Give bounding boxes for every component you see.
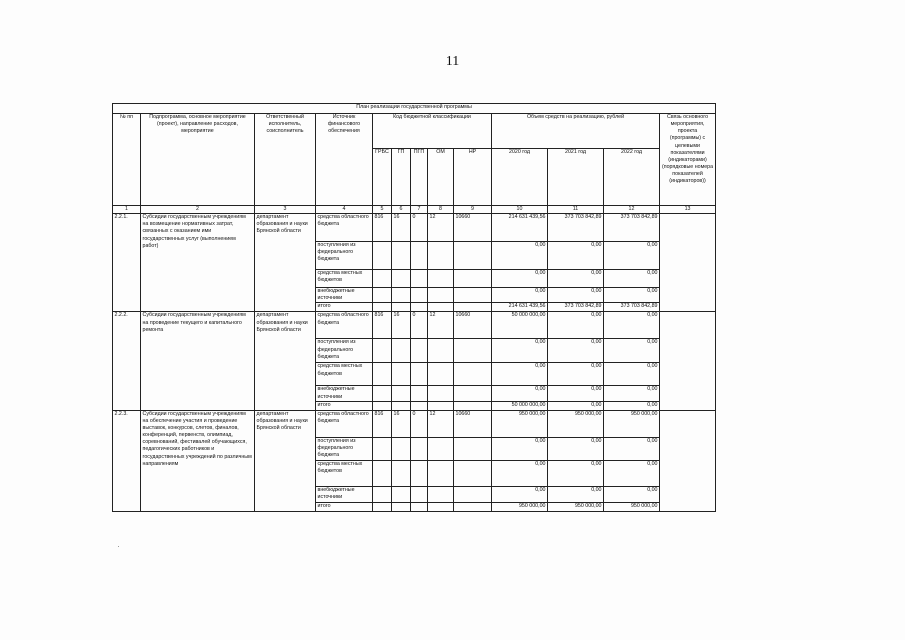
source-regional: средства областного бюджета — [316, 214, 373, 242]
col-number: 7 — [411, 206, 428, 214]
amount-2020: 950 000,00 — [492, 410, 548, 437]
code-np: 10660 — [454, 214, 492, 242]
source-total: итого — [316, 502, 373, 511]
amount-2022: 0,00 — [604, 460, 660, 486]
source-regional: средства областного бюджета — [316, 410, 373, 437]
total-2022: 0,00 — [604, 401, 660, 410]
header-volume: Объем средств на реализацию, рублей — [492, 114, 660, 149]
header-om: ОМ — [428, 149, 454, 206]
amount-2020: 0,00 — [492, 437, 548, 460]
source-total: итого — [316, 401, 373, 410]
row-number: 2.2.3. — [113, 410, 141, 511]
amount-2021: 950 000,00 — [548, 410, 604, 437]
indicator-link — [660, 214, 716, 312]
col-number: 1 — [113, 206, 141, 214]
amount-2020: 214 631 439,56 — [492, 214, 548, 242]
amount-2022: 950 000,00 — [604, 410, 660, 437]
total-2020: 950 000,00 — [492, 502, 548, 511]
amount-2022: 373 703 842,89 — [604, 214, 660, 242]
col-number: 13 — [660, 206, 716, 214]
header-source: Источник финансового обеспечения — [316, 114, 373, 206]
amount-2022: 0,00 — [604, 386, 660, 401]
code-np: 10660 — [454, 312, 492, 339]
total-2020: 50 000 000,00 — [492, 401, 548, 410]
col-number: 2 — [141, 206, 255, 214]
implementation-plan-table — [112, 103, 716, 512]
header-2021: 2021 год — [548, 149, 604, 206]
table-row — [113, 214, 716, 242]
amount-2022: 0,00 — [604, 288, 660, 303]
amount-2021: 0,00 — [548, 242, 604, 270]
row-name: Субсидии государственным учреждениям на обеспечение участия и проведение выставок, конкурсов, слетов, финалов, конференций, первенств, олимпиад, соревнований, фестивалей обучающихся, педагогических работников и государственных учреждений по различным направлениям — [141, 410, 255, 511]
code-grbs: 816 — [373, 410, 392, 437]
header-name: Подпрограмма, основное мероприятие (проект), направление расходов, мероприятие — [141, 114, 255, 206]
col-number: 6 — [392, 206, 411, 214]
amount-2021: 0,00 — [548, 486, 604, 502]
source-extra: внебюджетные источники — [316, 386, 373, 401]
row-executor: департамент образования и науки Брянской области — [255, 312, 316, 410]
source-local: средства местных бюджетов — [316, 363, 373, 386]
code-grbs: 816 — [373, 312, 392, 339]
col-number: 4 — [316, 206, 373, 214]
amount-2020: 0,00 — [492, 363, 548, 386]
amount-2022: 0,00 — [604, 363, 660, 386]
code-pgp: 0 — [411, 214, 428, 242]
amount-2021: 0,00 — [548, 363, 604, 386]
col-number: 10 — [492, 206, 548, 214]
amount-2021: 0,00 — [548, 386, 604, 401]
amount-2021: 0,00 — [548, 288, 604, 303]
amount-2021: 0,00 — [548, 437, 604, 460]
amount-2021: 373 703 842,89 — [548, 214, 604, 242]
table-row — [113, 312, 716, 339]
header-2022: 2022 год — [604, 149, 660, 206]
scan-speck — [118, 546, 119, 547]
source-federal: поступления из федерального бюджета — [316, 437, 373, 460]
amount-2022: 0,00 — [604, 312, 660, 339]
row-executor: департамент образования и науки Брянской области — [255, 214, 316, 312]
amount-2022: 0,00 — [604, 270, 660, 288]
source-local: средства местных бюджетов — [316, 270, 373, 288]
amount-2022: 0,00 — [604, 437, 660, 460]
code-pgp: 0 — [411, 312, 428, 339]
amount-2020: 0,00 — [492, 242, 548, 270]
source-federal: поступления из федерального бюджета — [316, 242, 373, 270]
amount-2020: 0,00 — [492, 270, 548, 288]
row-executor: департамент образования и науки Брянской области — [255, 410, 316, 511]
col-number: 9 — [454, 206, 492, 214]
amount-2020: 0,00 — [492, 288, 548, 303]
source-local: средства местных бюджетов — [316, 460, 373, 486]
amount-2021: 0,00 — [548, 312, 604, 339]
code-pgp: 0 — [411, 410, 428, 437]
source-total: итого — [316, 303, 373, 312]
row-name: Субсидии государственным учреждениям на возмещение нормативных затрат, связанных с оказанием ими государственных услуг (выполнением работ) — [141, 214, 255, 312]
source-regional: средства областного бюджета — [316, 312, 373, 339]
table-caption: План реализации государственной программы — [113, 104, 716, 114]
source-extra: внебюджетные источники — [316, 288, 373, 303]
header-2020: 2020 год — [492, 149, 548, 206]
code-np: 10660 — [454, 410, 492, 437]
row-number: 2.2.1. — [113, 214, 141, 312]
header-pgp: ПГП — [411, 149, 428, 206]
col-number: 3 — [255, 206, 316, 214]
amount-2020: 50 000 000,00 — [492, 312, 548, 339]
header-grbs: ГРБС — [373, 149, 392, 206]
amount-2022: 0,00 — [604, 486, 660, 502]
row-name: Субсидии государственным учреждениям на проведение текущего и капитального ремонта — [141, 312, 255, 410]
amount-2021: 0,00 — [548, 460, 604, 486]
amount-2022: 0,00 — [604, 339, 660, 363]
amount-2020: 0,00 — [492, 460, 548, 486]
total-2021: 950 000,00 — [548, 502, 604, 511]
col-number: 8 — [428, 206, 454, 214]
code-gp: 16 — [392, 312, 411, 339]
amount-2020: 0,00 — [492, 339, 548, 363]
row-number: 2.2.2. — [113, 312, 141, 410]
amount-2022: 0,00 — [604, 242, 660, 270]
header-executor: Ответственный исполнитель, соисполнитель — [255, 114, 316, 206]
header-np: НР — [454, 149, 492, 206]
code-om: 12 — [428, 214, 454, 242]
header-num: № пп — [113, 114, 141, 206]
amount-2021: 0,00 — [548, 270, 604, 288]
col-number: 12 — [604, 206, 660, 214]
header-gp: ГП — [392, 149, 411, 206]
code-om: 12 — [428, 312, 454, 339]
total-2021: 0,00 — [548, 401, 604, 410]
total-2022: 950 000,00 — [604, 502, 660, 511]
header-link: Связь основного мероприятия, проекта (программы) с целевыми показателями (индикаторами) (порядковые номера показателей (индикаторов)) — [660, 114, 716, 206]
col-number: 11 — [548, 206, 604, 214]
amount-2020: 0,00 — [492, 486, 548, 502]
indicator-link — [660, 312, 716, 410]
source-federal: поступления из федерального бюджета — [316, 339, 373, 363]
table-row — [113, 410, 716, 437]
header-kbk: Код бюджетной классификации — [373, 114, 492, 149]
source-extra: внебюджетные источники — [316, 486, 373, 502]
page-number: 11 — [445, 54, 460, 69]
code-gp: 16 — [392, 410, 411, 437]
col-number: 5 — [373, 206, 392, 214]
total-2022: 373 703 842,89 — [604, 303, 660, 312]
code-grbs: 816 — [373, 214, 392, 242]
indicator-link — [660, 410, 716, 511]
amount-2020: 0,00 — [492, 386, 548, 401]
total-2020: 214 631 439,56 — [492, 303, 548, 312]
code-om: 12 — [428, 410, 454, 437]
amount-2021: 0,00 — [548, 339, 604, 363]
code-gp: 16 — [392, 214, 411, 242]
total-2021: 373 703 842,89 — [548, 303, 604, 312]
